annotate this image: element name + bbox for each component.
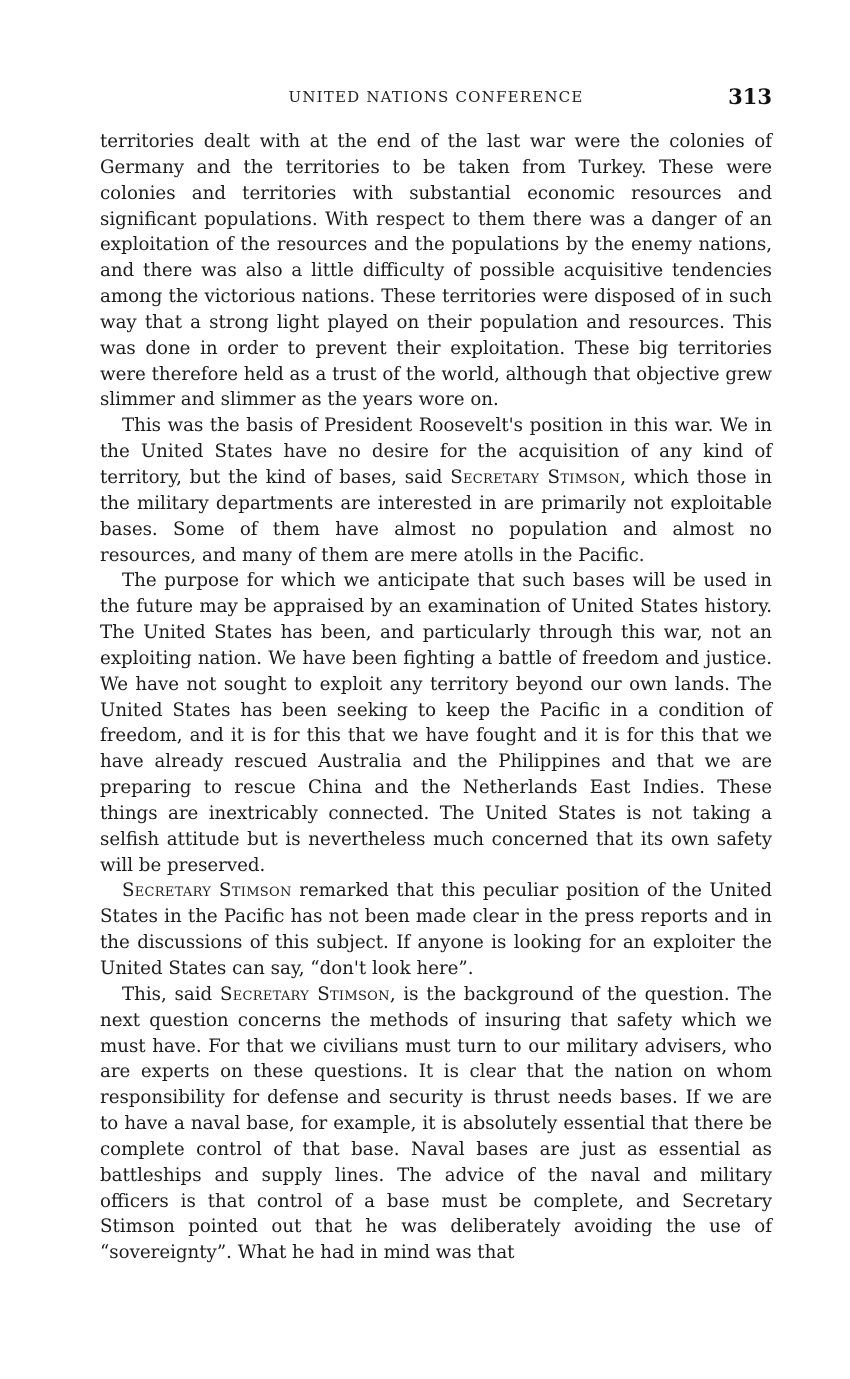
paragraph-5-text-b: , is the background of the question. The next question concerns the methods of insuring that safety which we must have. For that we civilians must turn to our military advisers, who are experts on these questions. It is clear that the nation on whom responsibility for defense and security is thrust needs bases. If we are to have a naval base, for example, it is absolutely essential that there be complete control of that base. Naval bases are just as essential as battleships and supply lines. The advice of the naval and military officers is that control of a base must be complete, and Secretary Stimson pointed out that he was deliberately avoiding the use of “sovereignty”. What he had in mind was that <box>100 983 772 1264</box>
body-text <box>100 129 772 1266</box>
paragraph-2-text-a: This was the basis of President Roosevelt's position in this war. We in the United States have no desire for the acquisition of any kind of territory, but the kind of bases, said <box>100 415 772 488</box>
paragraph-5 <box>100 982 772 1266</box>
paragraph-2-text-b: , which those in the military departments are interested in are primarily not exploitable bases. Some of them have almost no population and almost no resources, and many of them are mere atolls in the Pacific. <box>100 466 773 566</box>
paragraph-3: The purpose for which we anticipate that such bases will be used in the future may be appraised by an examination of United States history. The United States has been, and particularly through this war, not an exploiting nation. We have been fighting a battle of freedom and justice. We have not sought to exploit any territory beyond our own lands. The United States has been seeking to keep the Pacific in a condition of freedom, and it is for this that we have fought and it is for this that we have already rescued Australia and the Philippines and that we are preparing to rescue China and the Netherlands East Indies. These things are inextricably connected. The United States is not taking a selfish attitude but is nevertheless much concerned that its own safety will be preserved. <box>100 570 772 876</box>
paragraph-1: territories dealt with at the end of the last war were the colonies of Germany and the territories to be taken from Turkey. These were colonies and territories with substantial economic resources and significant populations. With respect to them there was a danger of an exploitation of the resources and the populations by the enemy nations, and there was also a little difficulty of possible acquisitive tendencies among the victorious nations. These territories were disposed of in such way that a strong light played on their population and resources. This was done in order to prevent their exploitation. These big territories were therefore held as a trust of the world, although that objective grew slimmer and slimmer as the years wore on. <box>100 131 772 411</box>
speaker-name: Secretary Stimson <box>122 880 292 902</box>
running-title: UNITED NATIONS CONFERENCE <box>288 88 584 106</box>
speaker-name: Secretary Stimson <box>219 983 390 1005</box>
paragraph-4 <box>100 878 772 981</box>
page-number: 313 <box>728 84 772 109</box>
running-header <box>100 84 772 116</box>
paragraph-2 <box>100 413 772 568</box>
paragraph-4-text: remarked that this peculiar position of the United States in the Pacific has not been made clear in the press reports and in the discussions of this subject. If anyone is looking for an exploiter the United States can say, “don't look here”. <box>100 880 773 979</box>
speaker-name: Secretary Stimson <box>450 466 621 488</box>
paragraph-5-text-a: This, said <box>122 983 220 1005</box>
